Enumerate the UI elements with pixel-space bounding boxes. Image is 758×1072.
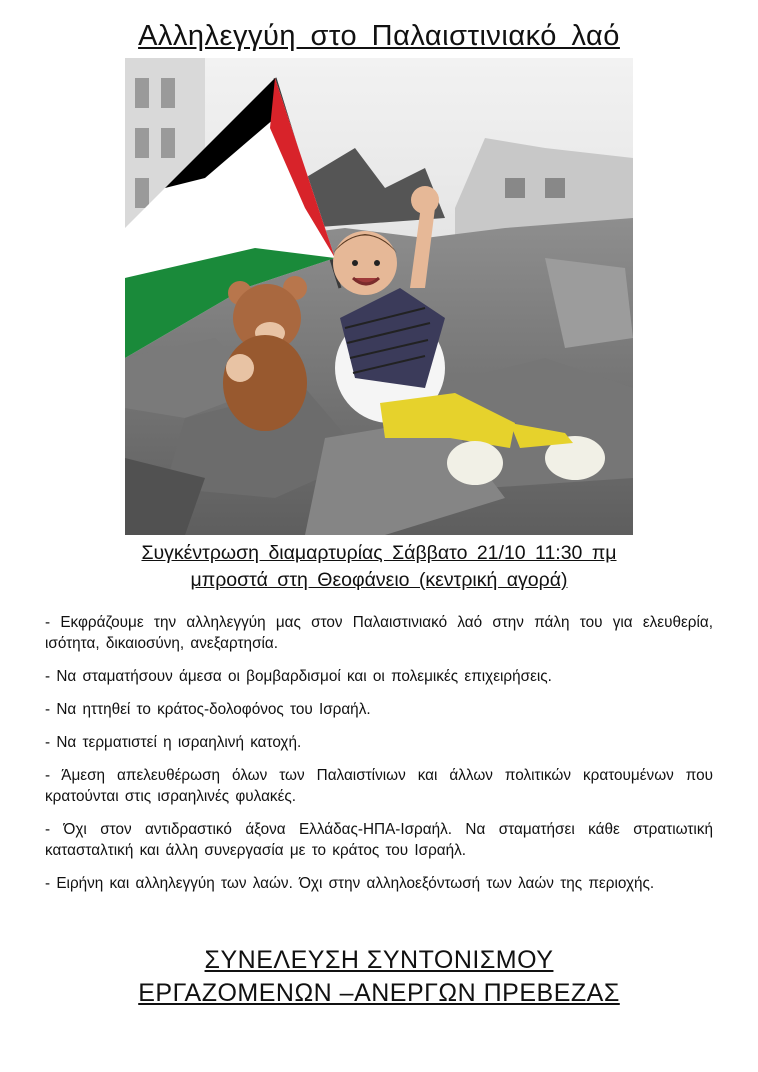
- organizer-line-1: ΣΥΝΕΛΕΥΣΗ ΣΥΝΤΟΝΙΣΜΟΥ: [204, 946, 554, 974]
- event-date-line: Συγκέντρωση διαμαρτυρίας Σάββατο 21/10 11:30 πμ: [141, 542, 617, 564]
- poster-title: Αλληλεγγύη στο Παλαιστινιακό λαό: [138, 20, 620, 52]
- organizer-signature: [0, 944, 758, 1010]
- demand-item: - Άμεση απελευθέρωση όλων των Παλαιστίνιων και άλλων πολιτικών κρατουμένων που κρατούνται στις ισραηλινές φυλακές.: [45, 767, 713, 805]
- demand-item: - Όχι στον αντιδραστικό άξονα Ελλάδας-ΗΠΑ-Ισραήλ. Να σταματήσει κάθε στρατιωτική κατασταλτική και άλλη συνεργασία με το κράτος του Ισραήλ.: [45, 821, 713, 859]
- demands-list: [45, 612, 713, 906]
- demand-item: - Να σταματήσουν άμεσα οι βομβαρδισμοί και οι πολεμικές επιχειρήσεις.: [45, 668, 552, 685]
- event-location-line: μπροστά στη Θεοφάνειο (κεντρική αγορά): [190, 569, 568, 591]
- organizer-line-2: ΕΡΓΑΖΟΜΕΝΩΝ –ΑΝΕΡΓΩΝ ΠΡΕΒΕΖΑΣ: [138, 979, 620, 1007]
- demand-item: - Εκφράζουμε την αλληλεγγύη μας στον Παλαιστινιακό λαό στην πάλη του για ελευθερία, ισότητα, δικαιοσύνη, ανεξαρτησία.: [45, 614, 713, 652]
- demand-item: - Να ηττηθεί το κράτος-δολοφόνος του Ισραήλ.: [45, 701, 371, 718]
- demand-item: - Να τερματιστεί η ισραηλινή κατοχή.: [45, 734, 302, 751]
- event-announcement: [0, 540, 758, 594]
- child-with-palestinian-flag-icon: [125, 58, 633, 535]
- demand-item: - Ειρήνη και αλληλεγγύη των λαών. Όχι στην αλληλοεξόντωσή των λαών της περιοχής.: [45, 875, 655, 892]
- child-with-flag-photo: [125, 58, 633, 535]
